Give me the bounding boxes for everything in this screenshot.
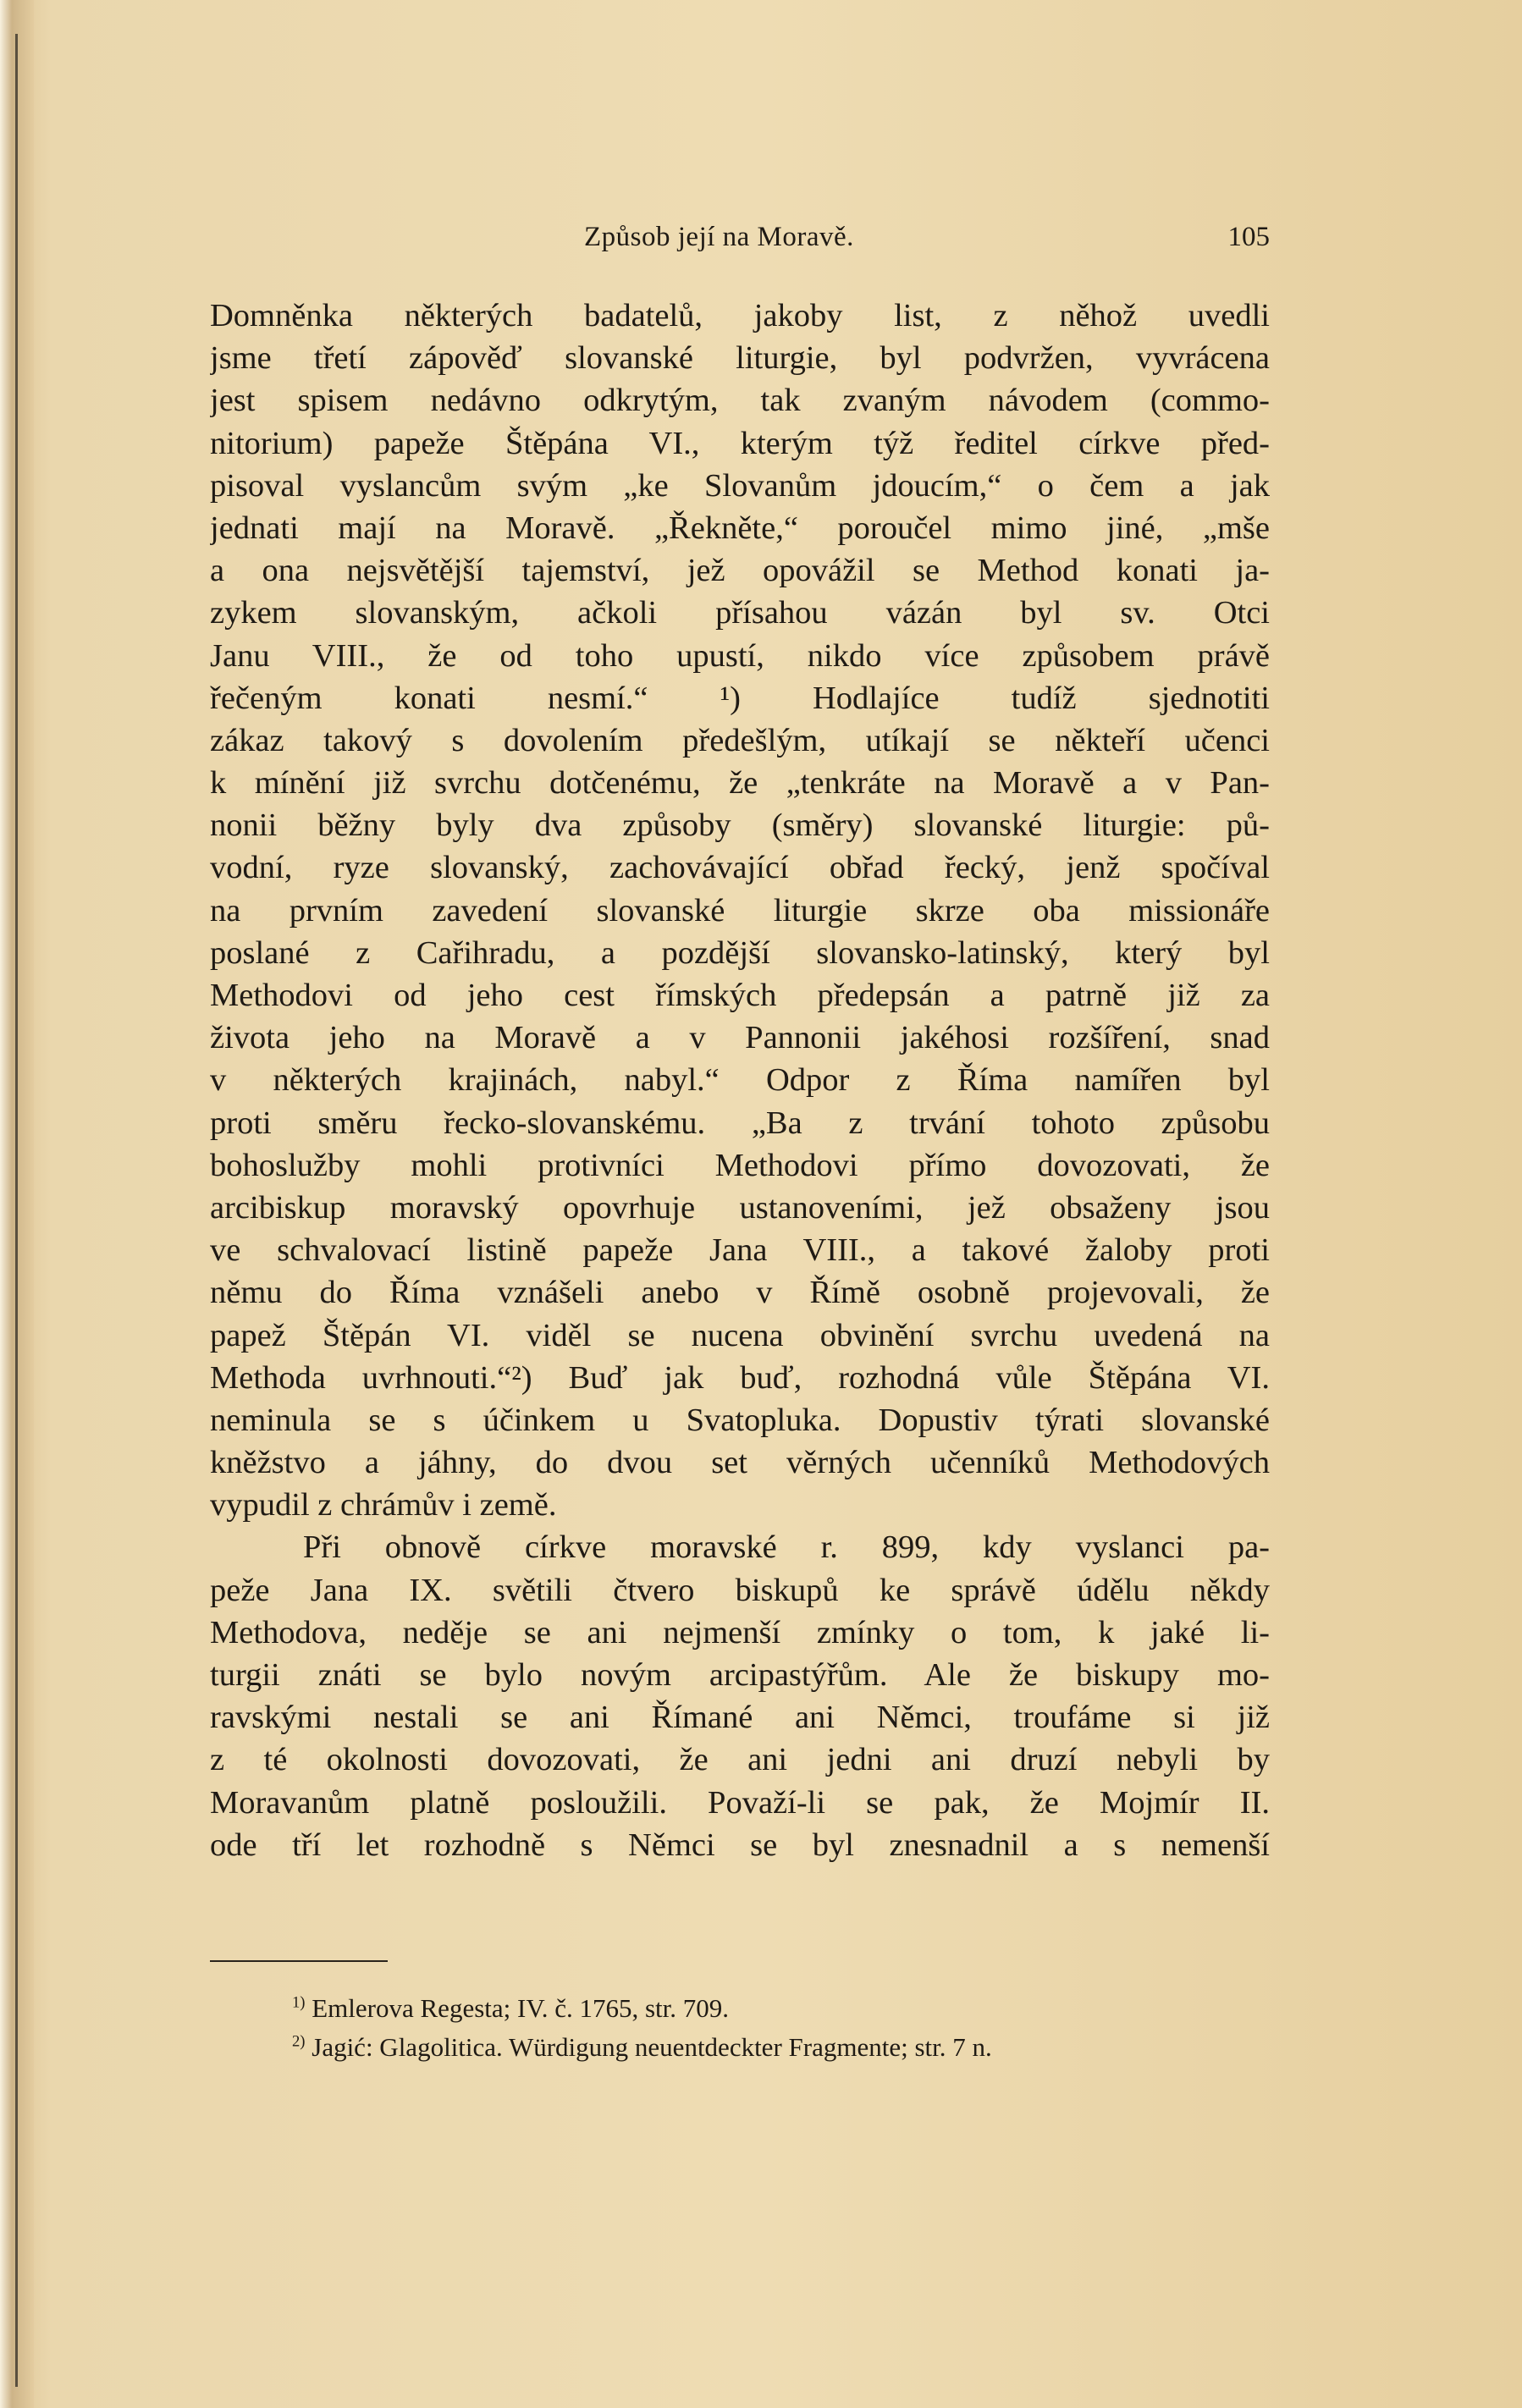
text-line: Domněnka některých badatelů, jakoby list, z něhož uvedli — [210, 298, 1270, 333]
text-line: ravskými nestali se ani Římané ani Němci, troufáme si již — [210, 1700, 1270, 1736]
text-line: kněžstvo a jáhny, do dvou set věrných učenníků Methodových — [210, 1445, 1270, 1481]
text-line: jednati mají na Moravě. „Řekněte,“ poroučel mimo jiné, „mše — [210, 510, 1270, 546]
text-line: Janu VIII., že od toho upustí, nikdo více způsobem právě — [210, 637, 1270, 674]
text-line: bohoslužby mohli protivníci Methodovi přímo dovozovati, že — [210, 1147, 1270, 1183]
footnotes — [292, 1989, 1266, 2067]
text-line: Methoda uvrhnouti.“²) Buď jak buď, rozhodná vůle Štěpána VI. — [210, 1359, 1270, 1396]
text-line: vypudil z chrámův i země. — [210, 1487, 557, 1524]
footnote-text: Emlerova Regesta; IV. č. 1765, str. 709. — [312, 1993, 730, 2023]
text-line: zykem slovanským, ačkoli přísahou vázán byl sv. Otci — [210, 595, 1270, 631]
footnote-marker: 2) — [292, 2032, 306, 2051]
text-line: Methodovi od jeho cest římských předepsán a patrně již za — [210, 978, 1270, 1013]
body-text — [210, 295, 1270, 1866]
footnote-marker: 1) — [292, 1993, 306, 2012]
text-line: turgii znáti se bylo novým arcipastýřům. Ale že biskupy mo- — [210, 1657, 1270, 1693]
page-header — [212, 222, 1270, 264]
text-line: a ona nejsvětější tajemství, jež opovážil se Method konati ja- — [210, 553, 1270, 589]
text-line: neminula se s účinkem u Svatopluka. Dopustiv týrati slovanské — [210, 1402, 1270, 1438]
text-line: k mínění již svrchu dotčenému, že „tenkráte na Moravě a v Pan- — [210, 765, 1270, 802]
text-line: arcibiskup moravský opovrhuje ustanoveními, jež obsaženy jsou — [210, 1189, 1270, 1226]
spine-binding-line — [15, 34, 18, 2387]
text-line: proti směru řecko-slovanskému. „Ba z trvání tohoto způsobu — [210, 1105, 1270, 1141]
footnote-text: Jagić: Glagolitica. Würdigung neuentdeckter Fragmente; str. 7 n. — [312, 2032, 992, 2062]
book-spine-edge — [0, 0, 34, 2408]
text-line: jsme třetí zápověď slovanské liturgie, byl podvržen, vyvrácena — [210, 340, 1270, 377]
text-line: v některých krajinách, nabyl.“ Odpor z Říma namířen byl — [210, 1062, 1270, 1099]
text-line: na prvním zavedení slovanské liturgie skrze oba missionáře — [210, 892, 1270, 928]
text-line: ode tří let rozhodně s Němci se byl znesnadnil a s nemenší — [210, 1827, 1270, 1863]
text-line: ve schvalovací listině papeže Jana VIII., a takové žaloby proti — [210, 1232, 1270, 1269]
page-number: 105 — [1227, 222, 1270, 252]
text-line: života jeho na Moravě a v Pannonii jakéhosi rozšíření, snad — [210, 1020, 1270, 1056]
footnote-divider — [210, 1960, 388, 1962]
text-line: jest spisem nedávno odkrytým, tak zvaným návodem (commo- — [210, 383, 1270, 419]
text-line: nitorium) papeže Štěpána VI., kterým týž ředitel církve před- — [210, 425, 1270, 461]
footnote — [292, 1989, 1266, 2028]
text-line: Moravanům platně posloužili. Považí-li se pak, že Mojmír II. — [210, 1784, 1270, 1821]
text-line: pisoval vyslancům svým „ke Slovanům jdoucím,“ o čem a jak — [210, 467, 1270, 504]
text-line: zákaz takový s dovolením předešlým, utíkají se někteří učenci — [210, 722, 1270, 758]
text-line: z té okolnosti dovozovati, že ani jedni ani druzí nebyli by — [210, 1742, 1270, 1778]
text-line: papež Štěpán VI. viděl se nucena obvinění svrchu uvedená na — [210, 1317, 1270, 1353]
text-line: řečeným konati nesmí.“ ¹) Hodlajíce tudíž sjednotiti — [210, 680, 1270, 716]
text-line: vodní, ryze slovanský, zachovávající obřad řecký, jenž spočíval — [210, 850, 1270, 886]
text-line: peže Jana IX. světili čtvero biskupů ke správě údělu někdy — [210, 1572, 1270, 1608]
text-line: Při obnově církve moravské r. 899, kdy vyslanci pa- — [303, 1529, 1270, 1566]
text-line: Methodova, neděje se ani nejmenší zmínky o tom, k jaké li- — [210, 1614, 1270, 1650]
footnote — [292, 2028, 1266, 2067]
text-line: nonii běžny byly dva způsoby (směry) slovanské liturgie: pů- — [210, 807, 1270, 844]
text-line: němu do Říma vznášeli anebo v Římě osobně projevovali, že — [210, 1275, 1270, 1311]
text-line: poslané z Cařihradu, a pozdější slovansko-latinský, který byl — [210, 934, 1270, 971]
running-title: Způsob její na Moravě. — [584, 222, 854, 252]
